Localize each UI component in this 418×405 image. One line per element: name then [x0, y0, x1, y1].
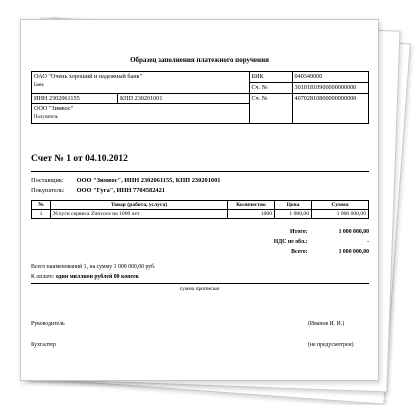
title-rule	[31, 171, 369, 172]
acc-value: 40702810800000000000	[292, 94, 368, 124]
bank-details-table	[31, 71, 369, 124]
row-qty: 1000	[228, 210, 275, 219]
row-sum: 1 000 000,00	[312, 210, 369, 219]
bank-form-title: Образец заполнения платежного поручения	[130, 56, 269, 64]
recipient-cell	[32, 104, 250, 124]
supplier-label: Поставщик:	[31, 177, 64, 184]
bik-label: БИК	[249, 72, 292, 83]
amount-rule	[31, 283, 369, 284]
accountant-name: (не предусмотрен)	[308, 342, 354, 348]
goods-header-price: Цена	[275, 201, 312, 210]
table-row	[32, 210, 369, 219]
corr-label: Сч. №	[249, 83, 292, 94]
bank-name: ОАО "Очень хороший и надежный банк"	[34, 73, 143, 80]
kpp-cell: КПП 230201001	[118, 94, 250, 104]
items-summary: Всего наименований 1, на сумму 1 000 000,00 руб.	[31, 264, 156, 270]
vsego-value: 1 000 000,00	[338, 249, 369, 255]
accountant-label: Бухгалтер	[31, 342, 56, 348]
itogo-label: Итого:	[290, 229, 308, 235]
supplier-line	[31, 177, 221, 184]
nds-label: НДС не обл.:	[273, 239, 308, 245]
bik-value: 040349000	[292, 72, 368, 83]
row-price: 1 000,00	[275, 210, 312, 219]
manager-name: (Иванов И. И.)	[308, 321, 345, 327]
goods-header-sum: Сумма	[312, 201, 369, 210]
row-item: Услуги сервиса Zimvoce на 1000 лет	[51, 210, 228, 219]
row-num: 1	[32, 210, 51, 219]
recipient-caption: Получатель	[34, 115, 58, 120]
goods-header-num: №	[32, 201, 51, 210]
manager-label: Руководитель	[31, 321, 65, 327]
corr-value: 30101810900000000000	[292, 83, 368, 94]
supplier-value: ООО "Зимвос", ИНН 2302061155, КПП 230201001	[76, 177, 221, 184]
acc-label: Сч. №	[249, 94, 292, 124]
recipient-name: ООО "Зимвос"	[34, 105, 74, 112]
to-pay-label: К оплате:	[31, 274, 55, 280]
goods-header-item: Товар (работа, услуга)	[51, 201, 228, 210]
total-vsego	[291, 249, 369, 255]
buyer-label: Покупатель:	[31, 187, 65, 194]
to-pay-line	[31, 274, 139, 280]
vsego-label: Всего:	[291, 249, 308, 255]
sum-words-caption: сумма прописью	[179, 286, 220, 292]
nds-value: -	[367, 239, 369, 245]
invoice-page	[20, 19, 379, 381]
itogo-value: 1 000 000,00	[338, 229, 369, 235]
to-pay-value: один миллион рублей 00 копеек	[55, 274, 139, 280]
buyer-line	[31, 187, 165, 194]
buyer-value: ООО "Гуга", ИНН 7704582421	[76, 187, 165, 194]
total-nds	[274, 239, 369, 245]
goods-header-qty: Количество	[228, 201, 275, 210]
total-itogo	[290, 229, 369, 235]
bank-caption: Банк	[34, 83, 44, 88]
goods-table	[31, 200, 369, 219]
inn-cell: ИНН 2302061155	[32, 94, 118, 104]
bank-name-cell	[32, 72, 250, 94]
invoice-title: Счет № 1 от 04.10.2012	[31, 154, 128, 164]
